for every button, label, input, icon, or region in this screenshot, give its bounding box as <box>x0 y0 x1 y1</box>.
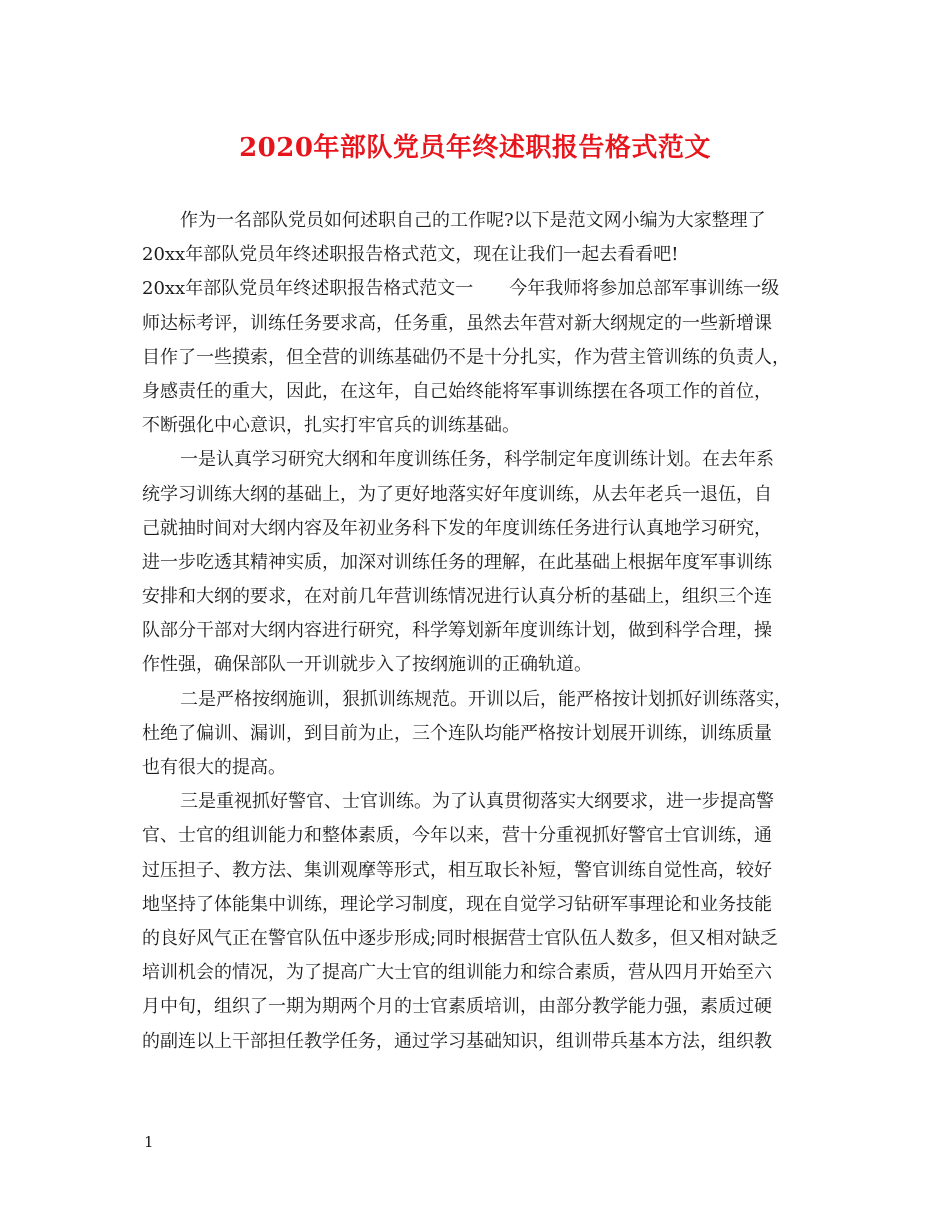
body-line: 的良好风气正在警官队伍中逐步形成;同时根据营士官队伍人数多，但又相对缺乏 <box>142 927 779 949</box>
body-line: 地坚持了体能集中训练，理论学习制度，现在自觉学习钻研军事理论和业务技能 <box>142 893 772 915</box>
body-line: 师达标考评，训练任务要求高，任务重，虽然去年营对新大纲规定的一些新增课 <box>142 312 772 334</box>
body-line: 三是重视抓好警官、士官训练。为了认真贯彻落实大纲要求，进一步提高警 <box>180 791 774 813</box>
body-line: 作性强，确保部队一开训就步入了按纲施训的正确轨道。 <box>142 654 592 676</box>
body-line: 官、士官的组训能力和整体素质，今年以来，营十分重视抓好警官士官训练，通 <box>142 825 772 847</box>
body-line: 作为一名部队党员如何述职自己的工作呢?以下是范文网小编为大家整理了 <box>180 210 766 231</box>
body-line: 培训机会的情况，为了提高广大士官的组训能力和综合素质，营从四月开始至六 <box>142 962 772 984</box>
body-line: 目作了一些摸索，但全营的训练基础仍不是十分扎实，作为营主管训练的负责人， <box>142 346 790 368</box>
body-line: 不断强化中心意识，扎实打牢官兵的训练基础。 <box>142 415 520 437</box>
body-line: 身感责任的重大，因此，在这年，自己始终能将军事训练摆在各项工作的首位， <box>142 380 772 402</box>
body-line: 也有很大的提高。 <box>142 757 286 778</box>
document-body <box>142 204 814 1059</box>
body-line: 己就抽时间对大纲内容及年初业务科下发的年度训练任务进行认真地学习研究， <box>142 517 772 539</box>
body-line: 统学习训练大纲的基础上，为了更好地落实好年度训练，从去年老兵一退伍，自 <box>142 483 772 505</box>
page-number: 1 <box>144 1133 154 1151</box>
body-line: 过压担子、教方法、集训观摩等形式，相互取长补短，警官训练自觉性高，较好 <box>142 859 772 881</box>
body-line: 二是严格按纲施训，狠抓训练规范。开训以后，能严格按计划抓好训练落实， <box>180 688 792 710</box>
document-title: 2020年部队党员年终述职报告格式范文 <box>239 133 711 163</box>
body-line: 月中旬，组织了一期为期两个月的士官素质培训，由部分教学能力强，素质过硬 <box>142 996 772 1018</box>
body-line: 20xx年部队党员年终述职报告格式范文一 今年我师将参加总部军事训练一级 <box>142 278 780 300</box>
body-line: 队部分干部对大纲内容进行研究，科学筹划新年度训练计划，做到科学合理，操 <box>142 620 772 642</box>
body-line: 杜绝了偏训、漏训，到目前为止，三个连队均能严格按计划展开训练，训练质量 <box>142 722 772 744</box>
body-line: 的副连以上干部担任教学任务，通过学习基础知识，组训带兵基本方法，组织教 <box>142 1030 772 1052</box>
body-line: 一是认真学习研究大纲和年度训练任务，科学制定年度训练计划。在去年系 <box>180 449 774 471</box>
body-line: 20xx年部队党员年终述职报告格式范文，现在让我们一起去看看吧! <box>142 244 679 266</box>
body-line: 进一步吃透其精神实质，加深对训练任务的理解，在此基础上根据年度军事训练 <box>142 551 772 573</box>
body-line: 安排和大纲的要求，在对前几年营训练情况进行认真分析的基础上，组织三个连 <box>142 586 772 608</box>
